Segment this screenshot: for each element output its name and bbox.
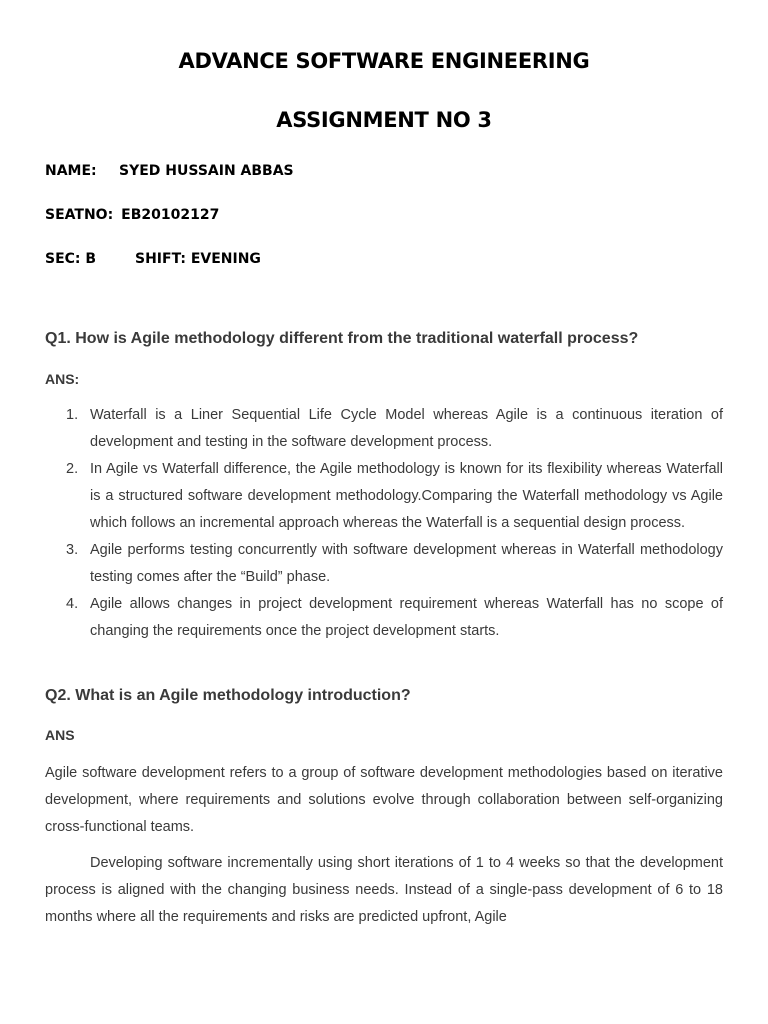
answer-1-label: ANS:	[45, 371, 80, 387]
list-item	[45, 537, 723, 591]
document-title: ADVANCE SOFTWARE ENGINEERING	[178, 49, 590, 73]
list-item-number: 2.	[66, 461, 79, 477]
answer-2-paragraph-1: Agile software development refers to a group of software development methodologies based on iterative development, where requirements and solutions evolve through collaboration between self-organizing cross-functional teams.	[45, 765, 723, 835]
assignment-number: ASSIGNMENT NO 3	[276, 108, 492, 132]
seat-label: SEATNO:	[45, 207, 114, 223]
list-item	[45, 402, 723, 456]
name-label: NAME:	[45, 163, 97, 179]
student-name-line	[45, 163, 294, 179]
list-item	[45, 456, 723, 537]
answer-2-label: ANS	[45, 727, 75, 743]
section-label: SEC: B	[45, 251, 97, 267]
seat-number-line	[45, 207, 219, 223]
name-value: SYED HUSSAIN ABBAS	[119, 163, 294, 179]
list-item-text: Agile allows changes in project development requirement whereas Waterfall has no scope of changing the requirements once the project development starts.	[90, 596, 723, 639]
answer-2-paragraph-2: Developing software incrementally using short iterations of 1 to 4 weeks so that the development process is aligned with the changing business needs. Instead of a single-pass development of 6 to 18 months where all the requirements and risks are predicted upfront, Agile	[45, 855, 723, 925]
list-item-number: 4.	[66, 596, 79, 612]
shift-label: SHIFT: EVENING	[135, 251, 261, 267]
answer-1-list	[45, 402, 723, 645]
list-item-text: Waterfall is a Liner Sequential Life Cycle Model whereas Agile is a continuous iteration of development and testing in the software development process.	[90, 407, 723, 450]
list-item-text: In Agile vs Waterfall difference, the Agile methodology is known for its flexibility whereas Waterfall is a structured software development methodology.Comparing the Waterfall methodology vs Agile which follows an incremental approach whereas the Waterfall is a sequential design process.	[90, 461, 723, 531]
list-item-number: 3.	[66, 542, 79, 558]
section-shift-line	[45, 251, 261, 267]
question-2-heading: Q2. What is an Agile methodology introduction?	[45, 687, 411, 704]
list-item-text: Agile performs testing concurrently with software development whereas in Waterfall methodology testing comes after the “Build” phase.	[90, 542, 723, 585]
list-item	[45, 591, 723, 645]
list-item-number: 1.	[66, 407, 79, 423]
seat-value: EB20102127	[121, 207, 220, 223]
question-1-heading: Q1. How is Agile methodology different from the traditional waterfall process?	[45, 330, 639, 347]
